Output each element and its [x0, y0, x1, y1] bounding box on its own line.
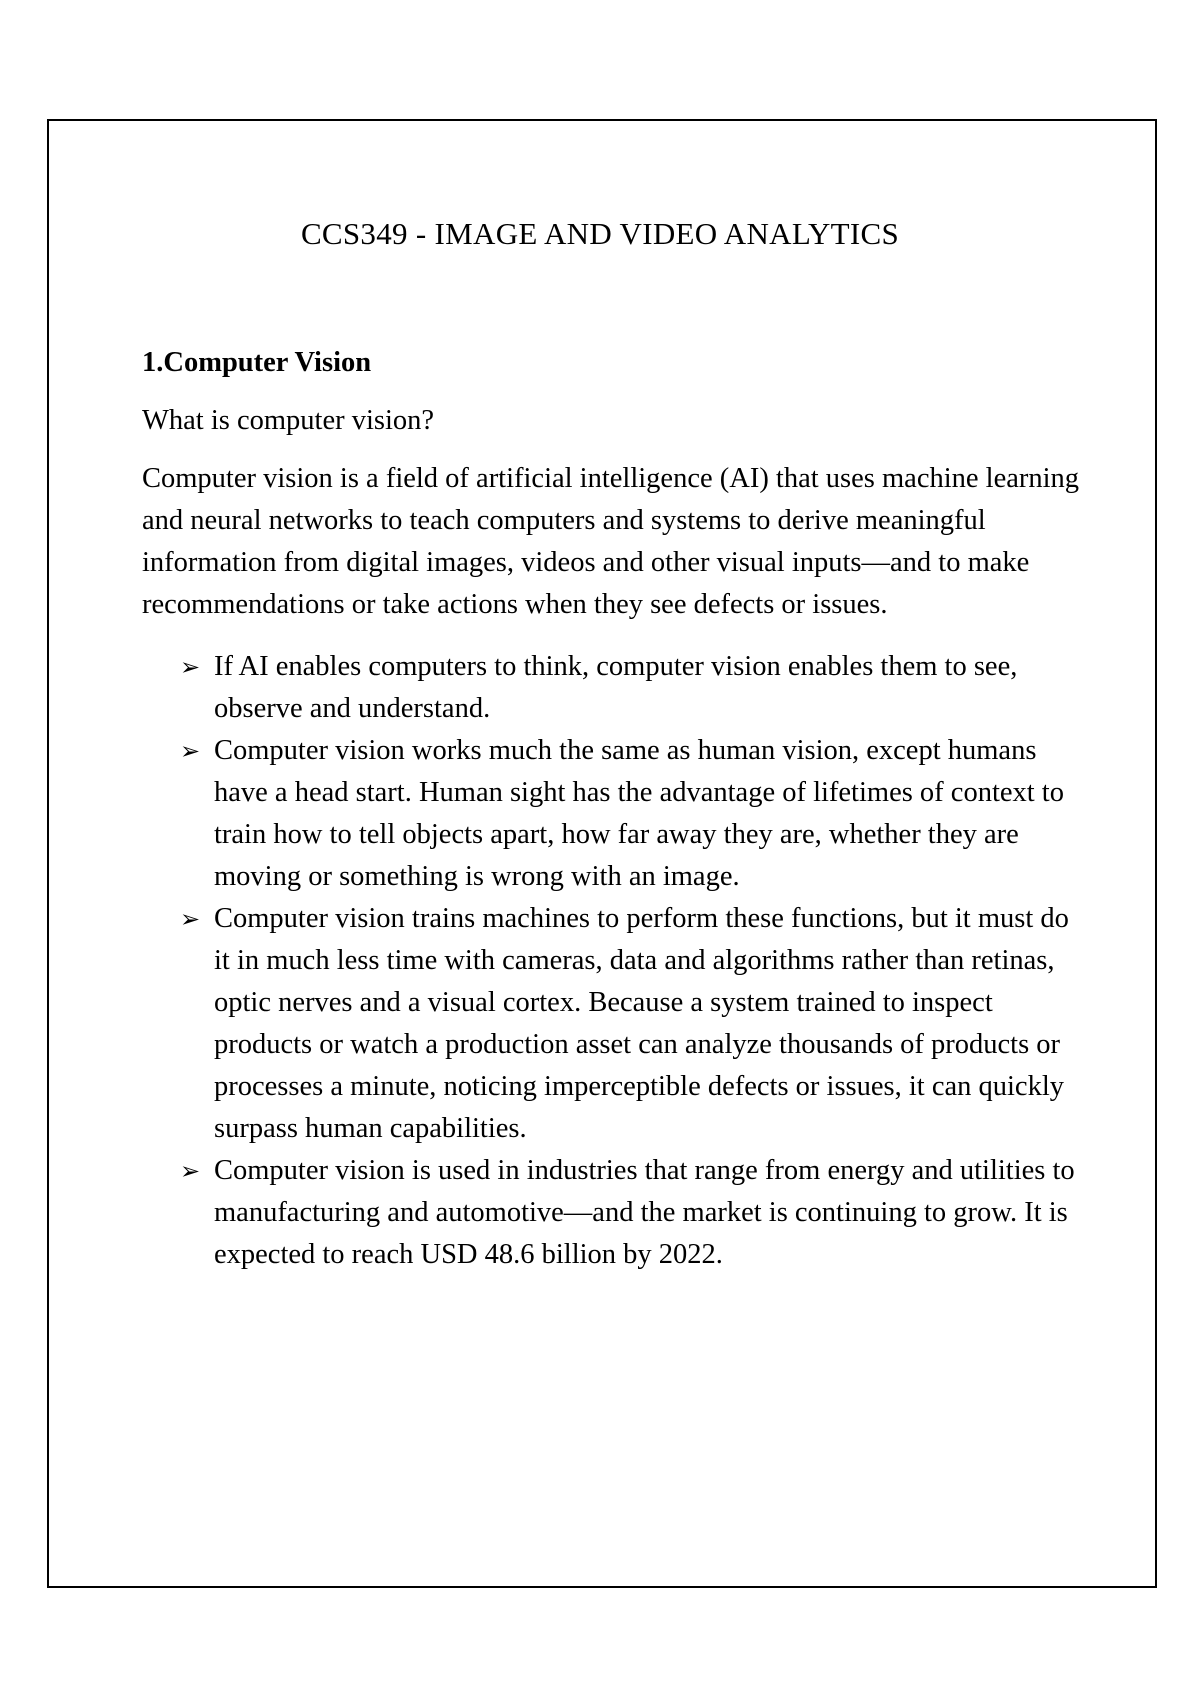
bullet-text: Computer vision is used in industries that range from energy and utilities to manufacturing and automotive—and the market is continuing to grow. It is expected to reach USD 48.6 billion by 2022.: [214, 1155, 1075, 1270]
bullet-item: [180, 730, 1082, 898]
intro-paragraph: Computer vision is a field of artificial intelligence (AI) that uses machine learning and neural networks to teach computers and systems to derive meaningful information from digital images, videos and other visual inputs—and to make recommendations or take actions when they see defects or issues.: [142, 463, 1080, 620]
section-heading: 1.Computer Vision: [142, 347, 372, 378]
bullet-item: [180, 646, 1082, 730]
bullet-text: Computer vision trains machines to perform these functions, but it must do it in much less time with cameras, data and algorithms rather than retinas, optic nerves and a visual cortex. Because a system trained to inspect products or watch a production asset can analyze thousands of products or processes a minute, noticing imperceptible defects or issues, it can quickly surpass human capabilities.: [214, 903, 1069, 1144]
section-question: What is computer vision?: [142, 405, 435, 436]
bullet-item: [180, 1150, 1082, 1276]
bullet-list: [142, 646, 1082, 1276]
arrowhead-bullet-icon: ➢: [180, 905, 201, 933]
arrowhead-bullet-icon: ➢: [180, 1157, 201, 1185]
bullet-item: [180, 898, 1082, 1150]
document-title: CCS349 - IMAGE AND VIDEO ANALYTICS: [300, 216, 900, 251]
arrowhead-bullet-icon: ➢: [180, 653, 201, 681]
document-body: [142, 342, 1082, 1276]
bullet-text: If AI enables computers to think, computer vision enables them to see, observe and understand.: [214, 651, 1018, 724]
arrowhead-bullet-icon: ➢: [180, 737, 201, 765]
bullet-text: Computer vision works much the same as human vision, except humans have a head start. Human sight has the advantage of lifetimes of context to train how to tell objects apart, how far away they are, whether they are moving or something is wrong with an image.: [214, 735, 1064, 892]
